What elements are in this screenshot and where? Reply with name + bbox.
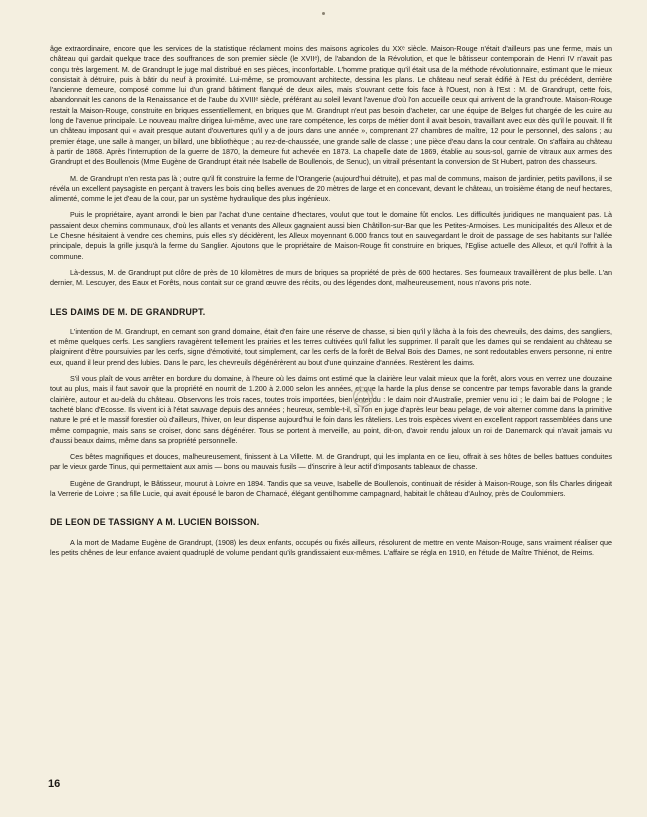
page-number: 16	[48, 778, 61, 790]
paragraph: M. de Grandrupt n'en resta pas là ; outre qu'il fit construire la ferme de l'Orangerie (aujourd'hui détruite), et pas mal de communs, maison de jardinier, petits pavillons, il se révéla un excellent paysagiste en perçant à travers les bois cinq belles avenues de 20 mètres de large et en concevant, devant le château, un troisième étang de neuf hectares, alimenté, comme le jet d'eau de la cour, par un système hydraulique des plus ingénieux.	[50, 173, 612, 204]
section-heading-tassigny: DE LEON DE TASSIGNY A M. LUCIEN BOISSON.	[50, 517, 260, 528]
paragraph: Là-dessus, M. de Grandrupt put clôre de près de 10 kilomètres de murs de briques sa propriété de près de 600 hectares. Ses fourneaux travaillèrent de plus belle. L'an dernier, M. Lescuyer, des Eaux et Forêts, nous contait sur ce grand œuvre des récits, ou des légendes dont, malheureusement, nous n'avons pris note.	[50, 267, 612, 288]
paragraph: A la mort de Madame Eugène de Grandrupt, (1908) les deux enfants, occupés ou fixés ailleurs, résolurent de mettre en vente Maison-Rouge, sans vraiment réaliser que les petits chênes de leur enfance avaient quadruplé de volume pendant qu'ils grandissaient eux-mêmes. L'affaire se régla en 1910, en l'étude de Maître Thiénot, de Reims.	[50, 537, 612, 557]
paragraph: S'il vous plaît de vous arrêter en bordure du domaine, à l'heure où les daims ont estimé que la clairière leur valait mieux que la forêt, alors vous en verrez une douzaine tout au plus, mais il faut savoir que la propriété en nourrit de 1.200 à 2.000 selon les années, et que la harde la plus dense se concentre par temps favorable dans la grande clairière, autour et au-delà du château. Observons les trois races, toutes trois importées, bien entendu : le daim noir d'Australie, premier venu ici ; le daim bai de Pologne ; le tacheté blanc d'Ecosse. Ils vivent ici à l'état sauvage depuis des années ; heureux, semble-t-il, si l'on en juge d'après leur beau pelage, de voir alterner comme dans la primitive nature le pré et le massif forestier où d'ailleurs, l'hiver, on leur dispense aujourd'hui le foin dans les râteliers. Les trois espèces vivent en excellent rapport rassemblées dans une même compagnie, mais sans se croiser, donc sans dégénérer. Tous se portent à merveille, au point, dit-on, d'avoir rendu jaloux un roi de Danemarck qui n'avait jamais vu d'aussi beaux daims, même dans sa propriété personnelle.	[50, 374, 612, 445]
paragraph: L'intention de M. Grandrupt, en cernant son grand domaine, était d'en faire une réserve de chasse, si bien qu'il y lâcha à la fois des chevreuils, des daims, des sangliers, et même quelques cerfs. Les sangliers ravagèrent tellement les prairies et les terres cultivées qu'il fallut les supprimer. Il paraît que les dames qui se rendaient au château se plaignirent d'être poursuivies par les cerfs, signe d'émotivité, tout simplement, car les cerfs de la forêt de Belval Bois des Dames, ne sont redoutables envers personne, ni entre eux, quand il leur prend des lubies. Dans le parc, les chevreuils dégénérèrent au bout d'une quinzaine d'années. Restèrent les daims.	[50, 326, 612, 367]
paragraph: Puis le propriétaire, ayant arrondi le bien par l'achat d'une centaine d'hectares, voulut que tout le domaine fût enclos. Les difficultés juridiques ne manquaient pas. Là passaient deux chemins communaux, d'où les allants et venants des Alleux gagnaient aussi bien Châtillon-sur-Bar que les Petites-Armoises. Les municipalités des Alleux et de Le Chesne hésitaient à vendre ces chemins, puis elles s'y décidèrent, les Alleux moyennant 6.000 francs tout en sauvegardant le droit de passage de ses habitants sur l'allée principale, depuis la grille jusqu'à la ferme du Sanglier. Ajoutons que le propriétaire de Maison-Rouge fit construire en briques, l'Eglise actuelle des Alleux, et qu'il l'offrit à la commune.	[50, 210, 612, 261]
library-stamp-icon	[352, 386, 374, 408]
dot-mark	[322, 12, 325, 15]
page-body	[50, 44, 612, 564]
paragraph: Eugène de Grandrupt, le Bâtisseur, mourut à Loivre en 1894. Tandis que sa veuve, Isabelle de Boullenois, continuait de résider à Maison-Rouge, son fils Charles dirigeait la Verrerie de Loivre ; sa fille Lucie, qui avait épousé le baron de Charnacé, élégant gentilhomme campagnard, habitait le château d'Aulnoy, près de Coulommiers.	[50, 478, 612, 498]
paragraph: Ces bêtes magnifiques et douces, malheureusement, finissent à La Villette. M. de Grandrupt, qui les implanta en ce lieu, offrait à ses hôtes de belles battues conduites par le vieux garde Tinus, qui permettaient aux amis — bons ou mauvais fusils — d'inscrire à leur actif d'imposants tableaux de chasse.	[50, 452, 612, 472]
section-heading-daims: LES DAIMS DE M. DE GRANDRUPT.	[50, 306, 206, 317]
paragraph: âge extraordinaire, encore que les services de la statistique réclament moins des maisons agricoles du XXᵉ siècle. Maison-Rouge n'était d'ailleurs pas une ferme, mais un château qui gardait quelque trace des souffrances de son premier siècle (le XVIIᵉ), de l'abandon de la Révolution, et que le bâtisseur contemporain de Henri IV n'avait pas conçu très largement. M. de Grandrupt le juge mal distribué en ses pièces, inconfortable. L'homme pratique qu'il était usa de la méthode révolutionnaire, estimant que le mieux consistait à détruire, puis à bâtir du neuf à proximité. Lui-même, se promouvant architecte, dessina les plans. Le château neuf serait édifié à l'Est du précédent, derrière l'ancienne demeure, composé comme lui d'un grand bâtiment flanqué de deux ailes, mais s'ouvrant cette fois face à l'Ouest, non à l'Est : M. de Grandrupt, cette fois, abandonnait les canons de la Renaissance et de l'aube du XVIIIᵉ siècle, préférant au soleil levant l'avenue d'où l'on accueille ceux qui arrivent de la grand'route. Maison-Rouge restait la Maison-Rouge, construite en briques essentiellement, en briques que M. Grandrupt n'eut pas besoin d'acheter, car une équipe de Belges fut chargée de les cuire au long de l'avenue principale. Le nouveau maître dirigea lui-même, avec une rare compétence, les corps de métier dont il avait besoin, travaillant avec eux dès qu'il le pouvait. Il fit un château imposant qui « avait presque autant d'ouvertures qu'il y a de jours dans une année », comprenant 27 chambres de maître, 12 pour le personnel, des salons ; au premier étage, une salle à manger, un billard, une bibliothèque ; au rez-de-chaussée, une grande salle de classe ; une pièce d'eau dans la cour centrale. On s'affaira au château à partir de 1868. Après l'interruption de la guerre de 1870, la demeure fut achevée en 1873. La chapelle date de 1869, établie au sous-sol, garnie de vitraux aux armes des Grandrupt et des Boullenois (Mme Eugène de Grandrupt était née Isabelle de Boullenois, de Senuc), un vitrail présentant la conversion de St Hubert, patron des chasseurs.	[50, 44, 612, 167]
